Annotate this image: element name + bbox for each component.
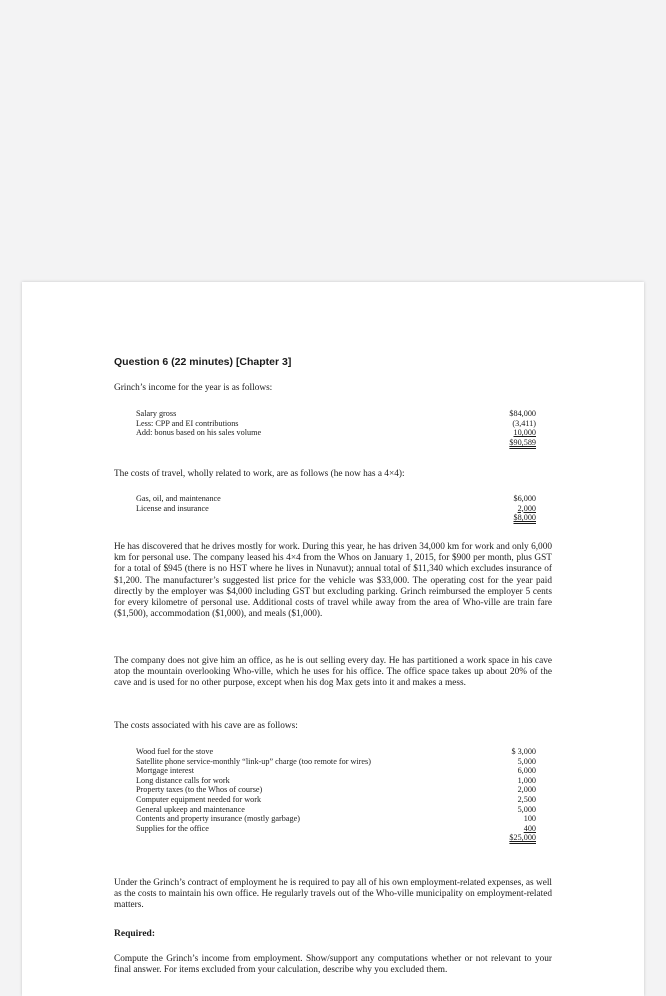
row-amount: 5,000	[517, 756, 536, 766]
row-label: License and insurance	[136, 503, 209, 513]
row-label: Gas, oil, and maintenance	[136, 494, 221, 503]
table-row	[136, 494, 536, 504]
table-row-total	[136, 833, 536, 843]
row-amount: $6,000	[513, 494, 536, 503]
row-amount: $90,589	[509, 437, 536, 447]
document-page	[22, 282, 644, 996]
row-label: Add: bonus based on his sales volume	[136, 428, 262, 438]
row-amount: 2,000	[517, 785, 536, 795]
table-row	[136, 419, 536, 429]
table-row	[136, 814, 536, 824]
income-intro: Grinch’s income for the year is as follows:	[114, 383, 273, 393]
row-label: Computer equipment needed for work	[136, 794, 262, 804]
row-amount: (3,411)	[512, 418, 536, 428]
table-row	[136, 504, 536, 514]
paragraph-required: Compute the Grinch’s income from employment. Show/support any computations whether or not relevant to your final answer. For items excluded from your calculation, describe why you excluded them.	[114, 954, 552, 976]
question-title: Question 6 (22 minutes) [Chapter 3]	[114, 356, 292, 368]
required-heading: Required:	[114, 929, 155, 939]
row-amount: 1,000	[517, 775, 536, 785]
row-amount: $ 3,000	[511, 747, 536, 756]
row-label: Less: CPP and EI contributions	[136, 418, 239, 428]
cave-table	[136, 747, 536, 843]
table-row	[136, 824, 536, 834]
row-amount: 100	[523, 814, 536, 824]
row-amount: $84,000	[509, 409, 536, 418]
row-amount: $25,000	[509, 833, 536, 843]
row-label: Long distance calls for work	[136, 775, 230, 785]
table-row	[136, 776, 536, 786]
income-table	[136, 409, 536, 447]
row-label: Salary gross	[136, 409, 177, 418]
travel-intro: The costs of travel, wholly related to work, are as follows (he now has a 4×4):	[114, 469, 405, 479]
row-amount: 5,000	[517, 804, 536, 814]
cave-intro: The costs associated with his cave are as follows:	[114, 721, 298, 731]
paragraph-contract: Under the Grinch’s contract of employment he is required to pay all of his own employment-related expenses, as well as the costs to maintain his own office. He regularly travels out of the Who-ville municipality on employment-related matters.	[114, 878, 552, 911]
row-label: Mortgage interest	[136, 766, 194, 776]
travel-table	[136, 494, 536, 523]
table-row	[136, 757, 536, 767]
row-label: Supplies for the office	[136, 823, 209, 833]
row-amount: 400	[523, 823, 536, 833]
row-label: Wood fuel for the stove	[136, 747, 214, 756]
paragraph-vehicle: He has discovered that he drives mostly for work. During this year, he has driven 34,000 km for work and only 6,000 km for personal use. The company leased his 4×4 from the Whos on January 1, 2015, for $900 per month, plus GST for a total of $945 (there is no HST where he lives in Nunavut); annual total of $11,340 which excludes insurance of $1,200. The manufacturer’s suggested list price for the vehicle was $33,000. The operating cost for the year paid directly by the employer was $4,000 including GST but excluding parking. Grinch reimbursed the employer 5 cents for every kilometre of personal use. Additional costs of travel while away from the area of Who-ville are train fare ($1,500), accommodation ($1,000), and meals ($1,000).	[114, 542, 552, 620]
row-amount: 10,000	[513, 428, 536, 438]
table-row	[136, 785, 536, 795]
row-amount: $8,000	[513, 513, 536, 523]
table-row	[136, 747, 536, 757]
row-label: General upkeep and maintenance	[136, 804, 245, 814]
table-row-total	[136, 513, 536, 523]
table-row	[136, 766, 536, 776]
row-label: Property taxes (to the Whos of course)	[136, 785, 263, 795]
table-row	[136, 428, 536, 438]
row-label: Satellite phone service-monthly “link-up” charge (too remote for wires)	[136, 756, 371, 766]
row-amount: 6,000	[517, 766, 536, 776]
table-row-total	[136, 438, 536, 448]
table-row	[136, 805, 536, 815]
paragraph-office: The company does not give him an office, as he is out selling every day. He has partitioned a work space in his cave atop the mountain overlooking Who-ville, which he uses for his office. The office space takes up about 20% of the cave and is used for no other purpose, except when his dog Max gets into it and makes a mess.	[114, 656, 552, 689]
table-row	[136, 795, 536, 805]
table-row	[136, 409, 536, 419]
row-amount: 2,500	[517, 794, 536, 804]
row-amount: 2,000	[517, 503, 536, 513]
row-label: Contents and property insurance (mostly garbage)	[136, 814, 300, 824]
